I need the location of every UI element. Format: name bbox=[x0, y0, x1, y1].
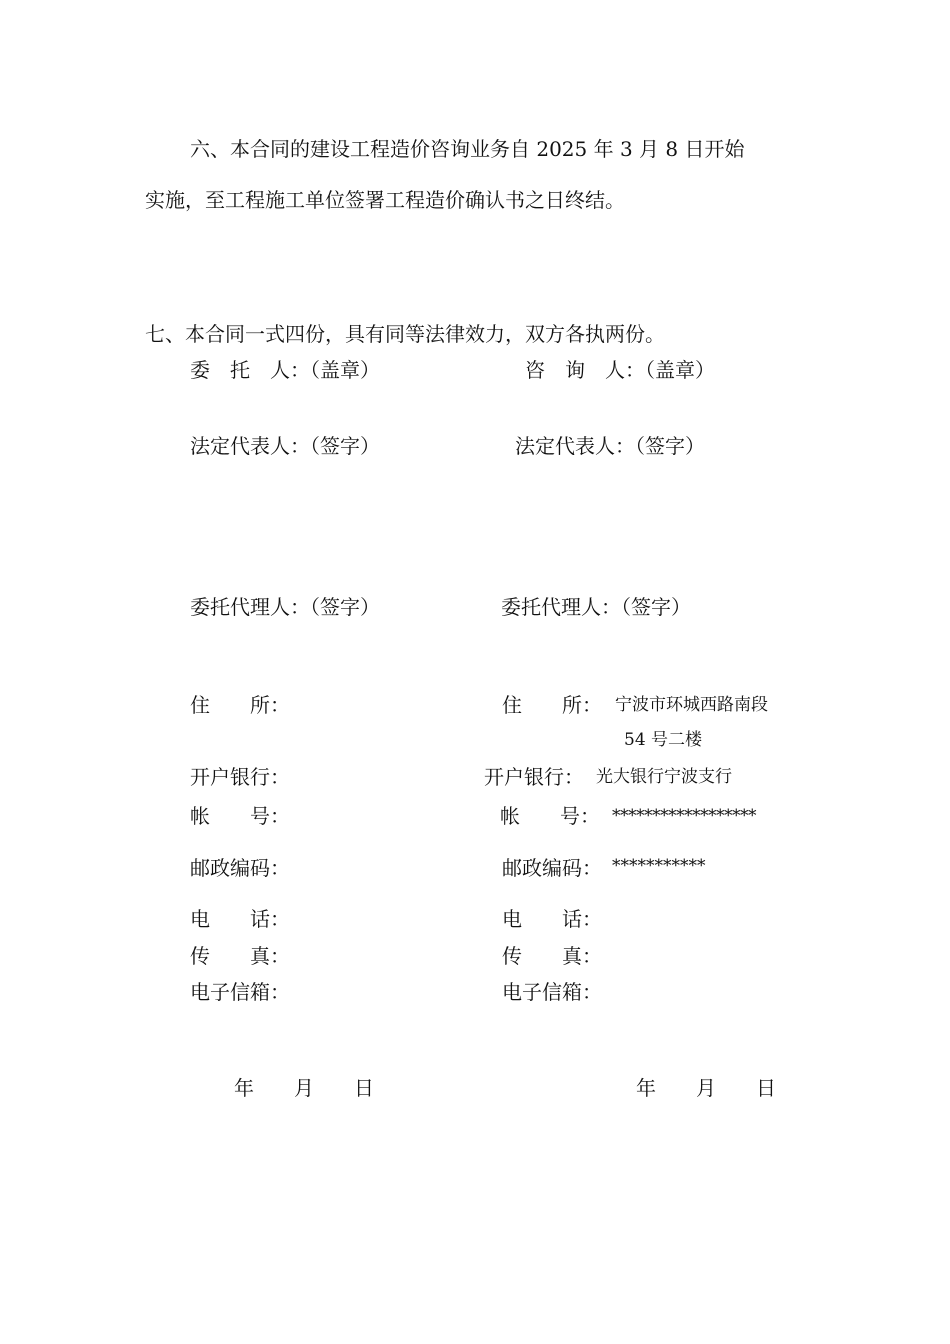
client-fax-label: 传 真： bbox=[190, 944, 290, 968]
client-address-label: 住 所： bbox=[190, 693, 290, 717]
clause6-line1: 六、本合同的建设工程造价咨询业务自 2025 年 3 月 8 日开始 bbox=[190, 137, 745, 161]
client-phone-label: 电 话： bbox=[190, 907, 290, 931]
consultant-party-note: （盖章） bbox=[645, 358, 715, 382]
consultant-fax-label: 传 真： bbox=[502, 944, 602, 968]
consultant-address-line2: 54 号二楼 bbox=[624, 730, 703, 750]
consultant-postcode-label: 邮政编码： bbox=[502, 856, 602, 880]
consultant-address-label: 住 所： bbox=[502, 693, 602, 717]
consultant-date: 年 月 日 bbox=[636, 1076, 776, 1100]
consultant-email-label: 电子信箱： bbox=[502, 980, 602, 1004]
consultant-account-value: ****************** bbox=[612, 806, 756, 826]
clause6-line2: 实施，至工程施工单位签署工程造价确认书之日终结。 bbox=[145, 188, 625, 212]
client-party-label: 委 托 人： bbox=[190, 358, 310, 382]
client-postcode-label: 邮政编码： bbox=[190, 856, 290, 880]
consultant-account-label: 帐 号： bbox=[500, 804, 600, 828]
clause7-text: 七、本合同一式四份，具有同等法律效力，双方各执两份。 bbox=[145, 322, 665, 346]
client-legal-rep: 法定代表人：（签字） bbox=[190, 434, 380, 458]
consultant-address-line1: 宁波市环城西路南段 bbox=[615, 695, 768, 715]
consultant-bank-label: 开户银行： bbox=[484, 765, 584, 789]
consultant-phone-label: 电 话： bbox=[502, 907, 602, 931]
client-bank-label: 开户银行： bbox=[190, 765, 290, 789]
client-account-label: 帐 号： bbox=[190, 804, 290, 828]
consultant-bank-value: 光大银行宁波支行 bbox=[596, 767, 732, 787]
client-party-note: （盖章） bbox=[310, 358, 380, 382]
consultant-party-label: 咨 询 人： bbox=[525, 358, 645, 382]
client-date: 年 月 日 bbox=[234, 1076, 374, 1100]
consultant-agent: 委托代理人：（签字） bbox=[501, 595, 691, 619]
consultant-legal-rep: 法定代表人：（签字） bbox=[515, 434, 705, 458]
client-agent: 委托代理人：（签字） bbox=[190, 595, 380, 619]
consultant-postcode-value: *********** bbox=[612, 856, 706, 876]
client-party-line bbox=[190, 360, 380, 380]
client-email-label: 电子信箱： bbox=[190, 980, 290, 1004]
consultant-party-line bbox=[525, 360, 715, 380]
